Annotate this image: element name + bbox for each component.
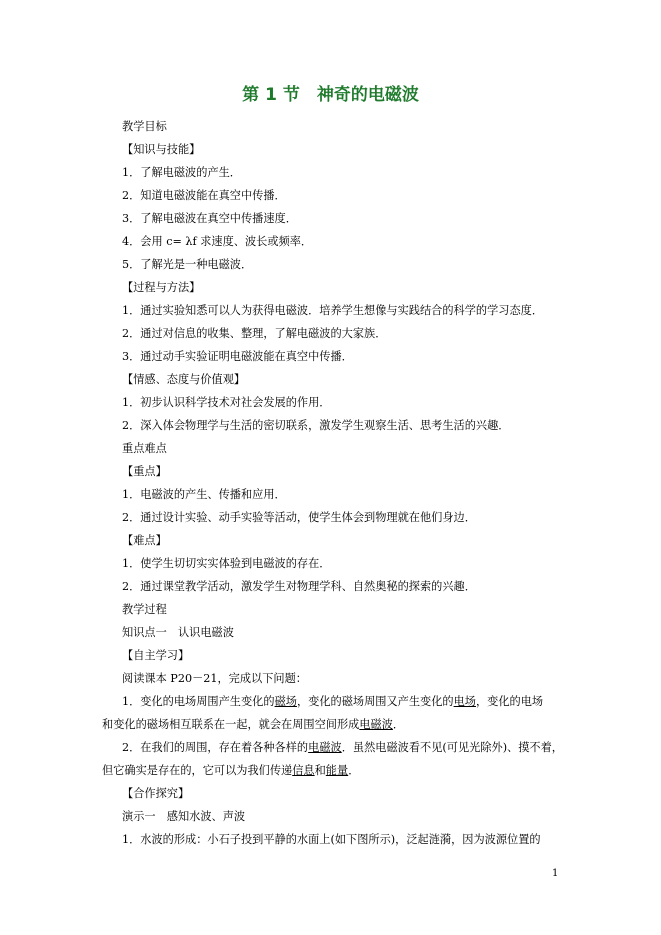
paragraph-2-line-1: 2．在我们的周围，存在着各种各样的电磁波．虽然电磁波看不见(可见光除外)、摸不着，: [122, 741, 563, 754]
section-heading: 重点难点: [122, 442, 167, 455]
list-item: 1．水波的形成：小石子投到平静的水面上(如下图所示)，泛起涟漪，因为波源位置的: [122, 833, 541, 846]
answer-blank: 电场: [453, 695, 476, 708]
list-item: 1．使学生切切实实体验到电磁波的存在．: [122, 557, 331, 570]
knowledge-point-heading: 知识点一 认识电磁波: [122, 626, 234, 639]
subsection-heading: 【知识与技能】: [122, 143, 201, 156]
answer-blank: 信息: [292, 764, 315, 777]
list-item: 2．通过课堂教学活动，激发学生对物理学科、自然奥秘的探索的兴趣．: [122, 580, 476, 593]
list-item: 2．深入体会物理学与生活的密切联系，激发学生观察生活、思考生活的兴趣．: [122, 419, 510, 432]
paragraph-1-line-2: 和变化的磁场相互联系在一起，就会在周围空间形成电磁波．: [102, 718, 405, 731]
instruction-text: 阅读课本 P20－21，完成以下问题：: [122, 672, 307, 685]
subsection-heading: 【情感、态度与价值观】: [122, 373, 246, 386]
list-item: 2．通过设计实验、动手实验等活动，使学生体会到物理就在他们身边．: [122, 511, 476, 524]
demo-heading: 演示一 感知水波、声波: [122, 810, 246, 823]
list-item: 1．了解电磁波的产生．: [122, 166, 241, 179]
paragraph-2-line-2: 但它确实是存在的，它可以为我们传递信息和能量．: [102, 764, 360, 777]
page-title: 第 1 节 神奇的电磁波: [242, 85, 419, 105]
section-heading: 教学目标: [122, 120, 167, 133]
list-item: 2．通过对信息的收集、整理，了解电磁波的大家族．: [122, 327, 387, 340]
section-heading: 教学过程: [122, 603, 167, 616]
subsection-heading: 【过程与方法】: [122, 281, 201, 294]
subsection-heading: 【合作探究】: [122, 787, 190, 800]
answer-blank: 磁场: [274, 695, 297, 708]
answer-blank: 电磁波: [308, 741, 342, 754]
answer-blank: 能量: [325, 764, 349, 777]
page-number: 1: [552, 868, 559, 879]
list-item: 3．通过动手实验证明电磁波能在真空中传播．: [122, 350, 353, 363]
list-item: 2．知道电磁波能在真空中传播．: [122, 189, 286, 202]
list-item: 1．初步认识科学技术对社会发展的作用．: [122, 396, 331, 409]
list-item: 3．了解电磁波在真空中传播速度．: [122, 212, 297, 225]
subsection-heading: 【自主学习】: [122, 649, 190, 662]
paragraph-1-line-1: 1．变化的电场周围产生变化的磁场，变化的磁场周围又产生变化的电场，变化的电场: [122, 695, 544, 708]
answer-blank: 电磁波: [359, 718, 393, 731]
list-item: 5．了解光是一种电磁波．: [122, 258, 253, 271]
list-item: 4．会用 c= λf 求速度、波长或频率．: [122, 235, 313, 248]
list-item: 1．电磁波的产生、传播和应用．: [122, 488, 286, 501]
subsection-heading: 【重点】: [122, 465, 167, 478]
subsection-heading: 【难点】: [122, 534, 167, 547]
list-item: 1．通过实验知悉可以人为获得电磁波．培养学生想像与实践结合的科学的学习态度．: [122, 304, 544, 317]
